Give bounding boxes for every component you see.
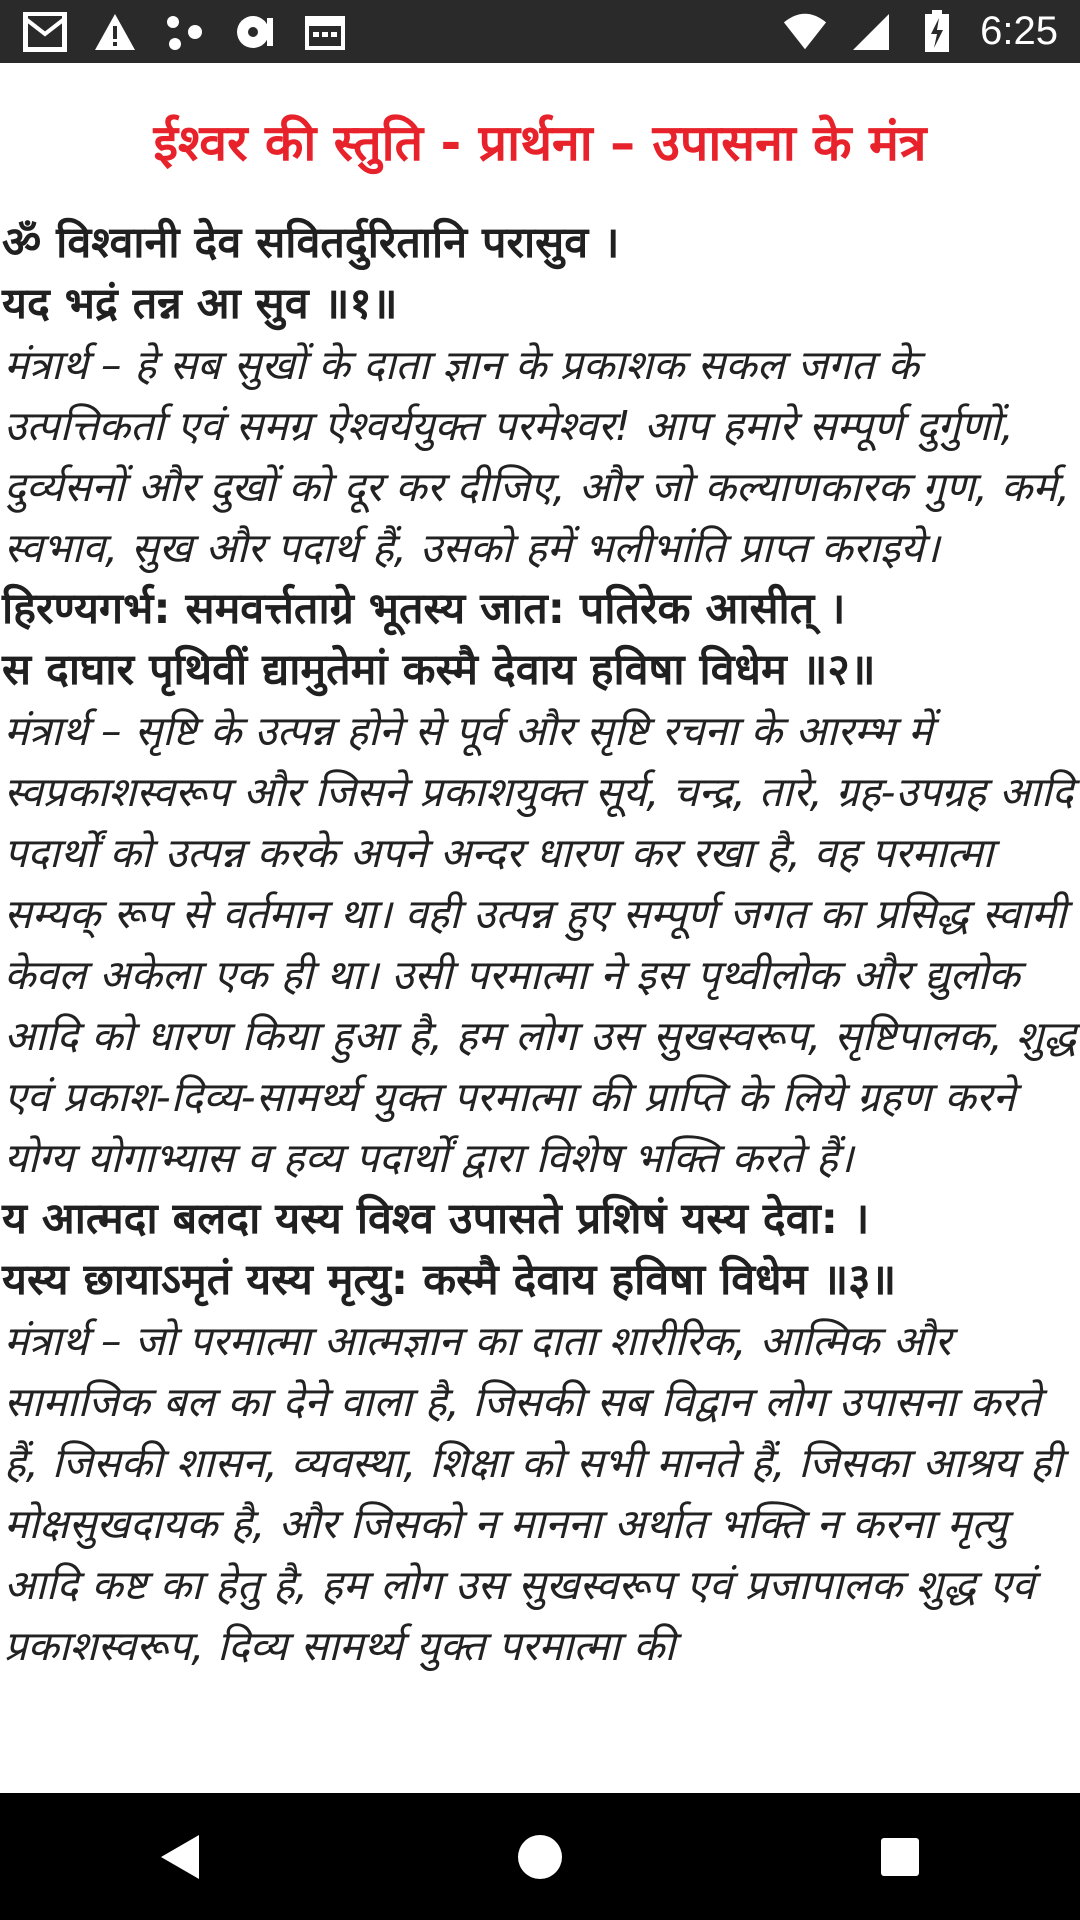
verse-line: यस्य छायाऽमृतं यस्य मृत्यु: कस्मै देवाय हविषा विधेम ॥३॥: [2, 1255, 897, 1305]
recents-icon: [878, 1835, 922, 1879]
home-icon: [515, 1832, 565, 1882]
article-content[interactable]: [0, 63, 1080, 1793]
navigation-bar: [0, 1793, 1080, 1920]
gmail-icon: [22, 9, 68, 55]
mantra-meaning: मंत्रार्थ – जो परमात्मा आत्मज्ञान का दाता शारीरिक, आत्मिक और सामाजिक बल का देने वाला है, जिसकी सब विद्वान लोग उपासना करते हैं, जिसकी शासन, व्यवस्था, शिक्षा को सभी मानते हैं, जिसका आश्रय ही मोक्षसुखदायक है, और जिसको न मानना अर्थात भक्ति न करना मृत्यु आदि कष्ट का हेतु है, हम लोग उस सुखस्वरूप एवं प्रजापालक शुद्ध एवं प्रकाशस्वरूप, दिव्य सामर्थ्य युक्त परमात्मा की: [4, 1317, 1063, 1670]
warning-icon: [92, 9, 138, 55]
mantra-meaning: मंत्रार्थ – सृष्टि के उत्पन्न होने से पूर्व और सृष्टि रचना के आरम्भ में स्वप्रकाशस्वरूप और जिसने प्रकाशयुक्त सूर्य, चन्द्र, तारे, ग्रह-उपग्रह आदि पदार्थों को उत्पन्न करके अपने अन्दर धारण कर रखा है, वह परमात्मा सम्यक् रूप से वर्तमान था। वही उत्पन्न हुए सम्पूर्ण जगत का प्रसिद्ध स्वामी केवल अकेला एक ही था। उसी परमात्मा ने इस पृथ्वीलोक और द्युलोक आदि को धारण किया हुआ है, हम लोग उस सुखस्वरूप, सृष्टिपालक, शुद्ध एवं प्रकाश-दिव्य-सामर्थ्य युक्त परमात्मा की प्राप्ति के लिये ग्रहण करने योग्य योगाभ्यास व हव्य पदार्थों द्वारा विशेष भक्ति करते हैं।: [4, 707, 1077, 1182]
wifi-icon: [782, 9, 828, 55]
notification-icons: [0, 9, 348, 55]
verse-line: य आत्मदा बलदा यस्य विश्व उपासते प्रशिषं यस्य देवा: ।: [2, 1194, 870, 1244]
verse-line: यद भद्रं तन्न आ सुव ॥१॥: [2, 279, 398, 329]
media-icon: [232, 9, 278, 55]
verse-line: ॐ विश्वानी देव सवितर्दुरितानि परासुव ।: [2, 218, 620, 268]
signal-icon: [848, 9, 894, 55]
home-button[interactable]: [480, 1797, 600, 1917]
page-title: ईश्वर की स्तुति - प्रार्थना – उपासना के मंत्र: [153, 114, 927, 172]
share-icon: [162, 9, 208, 55]
mantra-meaning: मंत्रार्थ – हे सब सुखों के दाता ज्ञान के प्रकाशक सकल जगत के उत्पत्तिकर्ता एवं समग्र ऐश्वर्ययुक्त परमेश्वर! आप हमारे सम्पूर्ण दुर्गुणों, दुर्व्यसनों और दुखों को दूर कर दीजिए, और जो कल्याणकारक गुण, कर्म, स्वभाव, सुख और पदार्थ हैं, उसको हमें भलीभांति प्राप्त कराइये।: [4, 341, 1070, 572]
recents-button[interactable]: [840, 1797, 960, 1917]
system-icons: [782, 9, 1080, 55]
mantra-section-3: [0, 1189, 1080, 1677]
status-bar: [0, 0, 1080, 63]
battery-charging-icon: [914, 9, 960, 55]
calendar-icon: [302, 9, 348, 55]
verse-line: हिरण्यगर्भ: समवर्त्तताग्रे भूतस्य जात: पतिरेक आसीत् ।: [2, 584, 846, 634]
verse-line: स दाघार पृथिवीं द्यामुतेमां कस्मै देवाय हविषा विधेम ॥२॥: [2, 645, 876, 695]
mantra-section-1: [0, 213, 1080, 579]
back-button[interactable]: [120, 1797, 240, 1917]
mantra-section-2: [0, 579, 1080, 1189]
back-icon: [155, 1831, 205, 1883]
clock: 6:25: [980, 9, 1058, 53]
